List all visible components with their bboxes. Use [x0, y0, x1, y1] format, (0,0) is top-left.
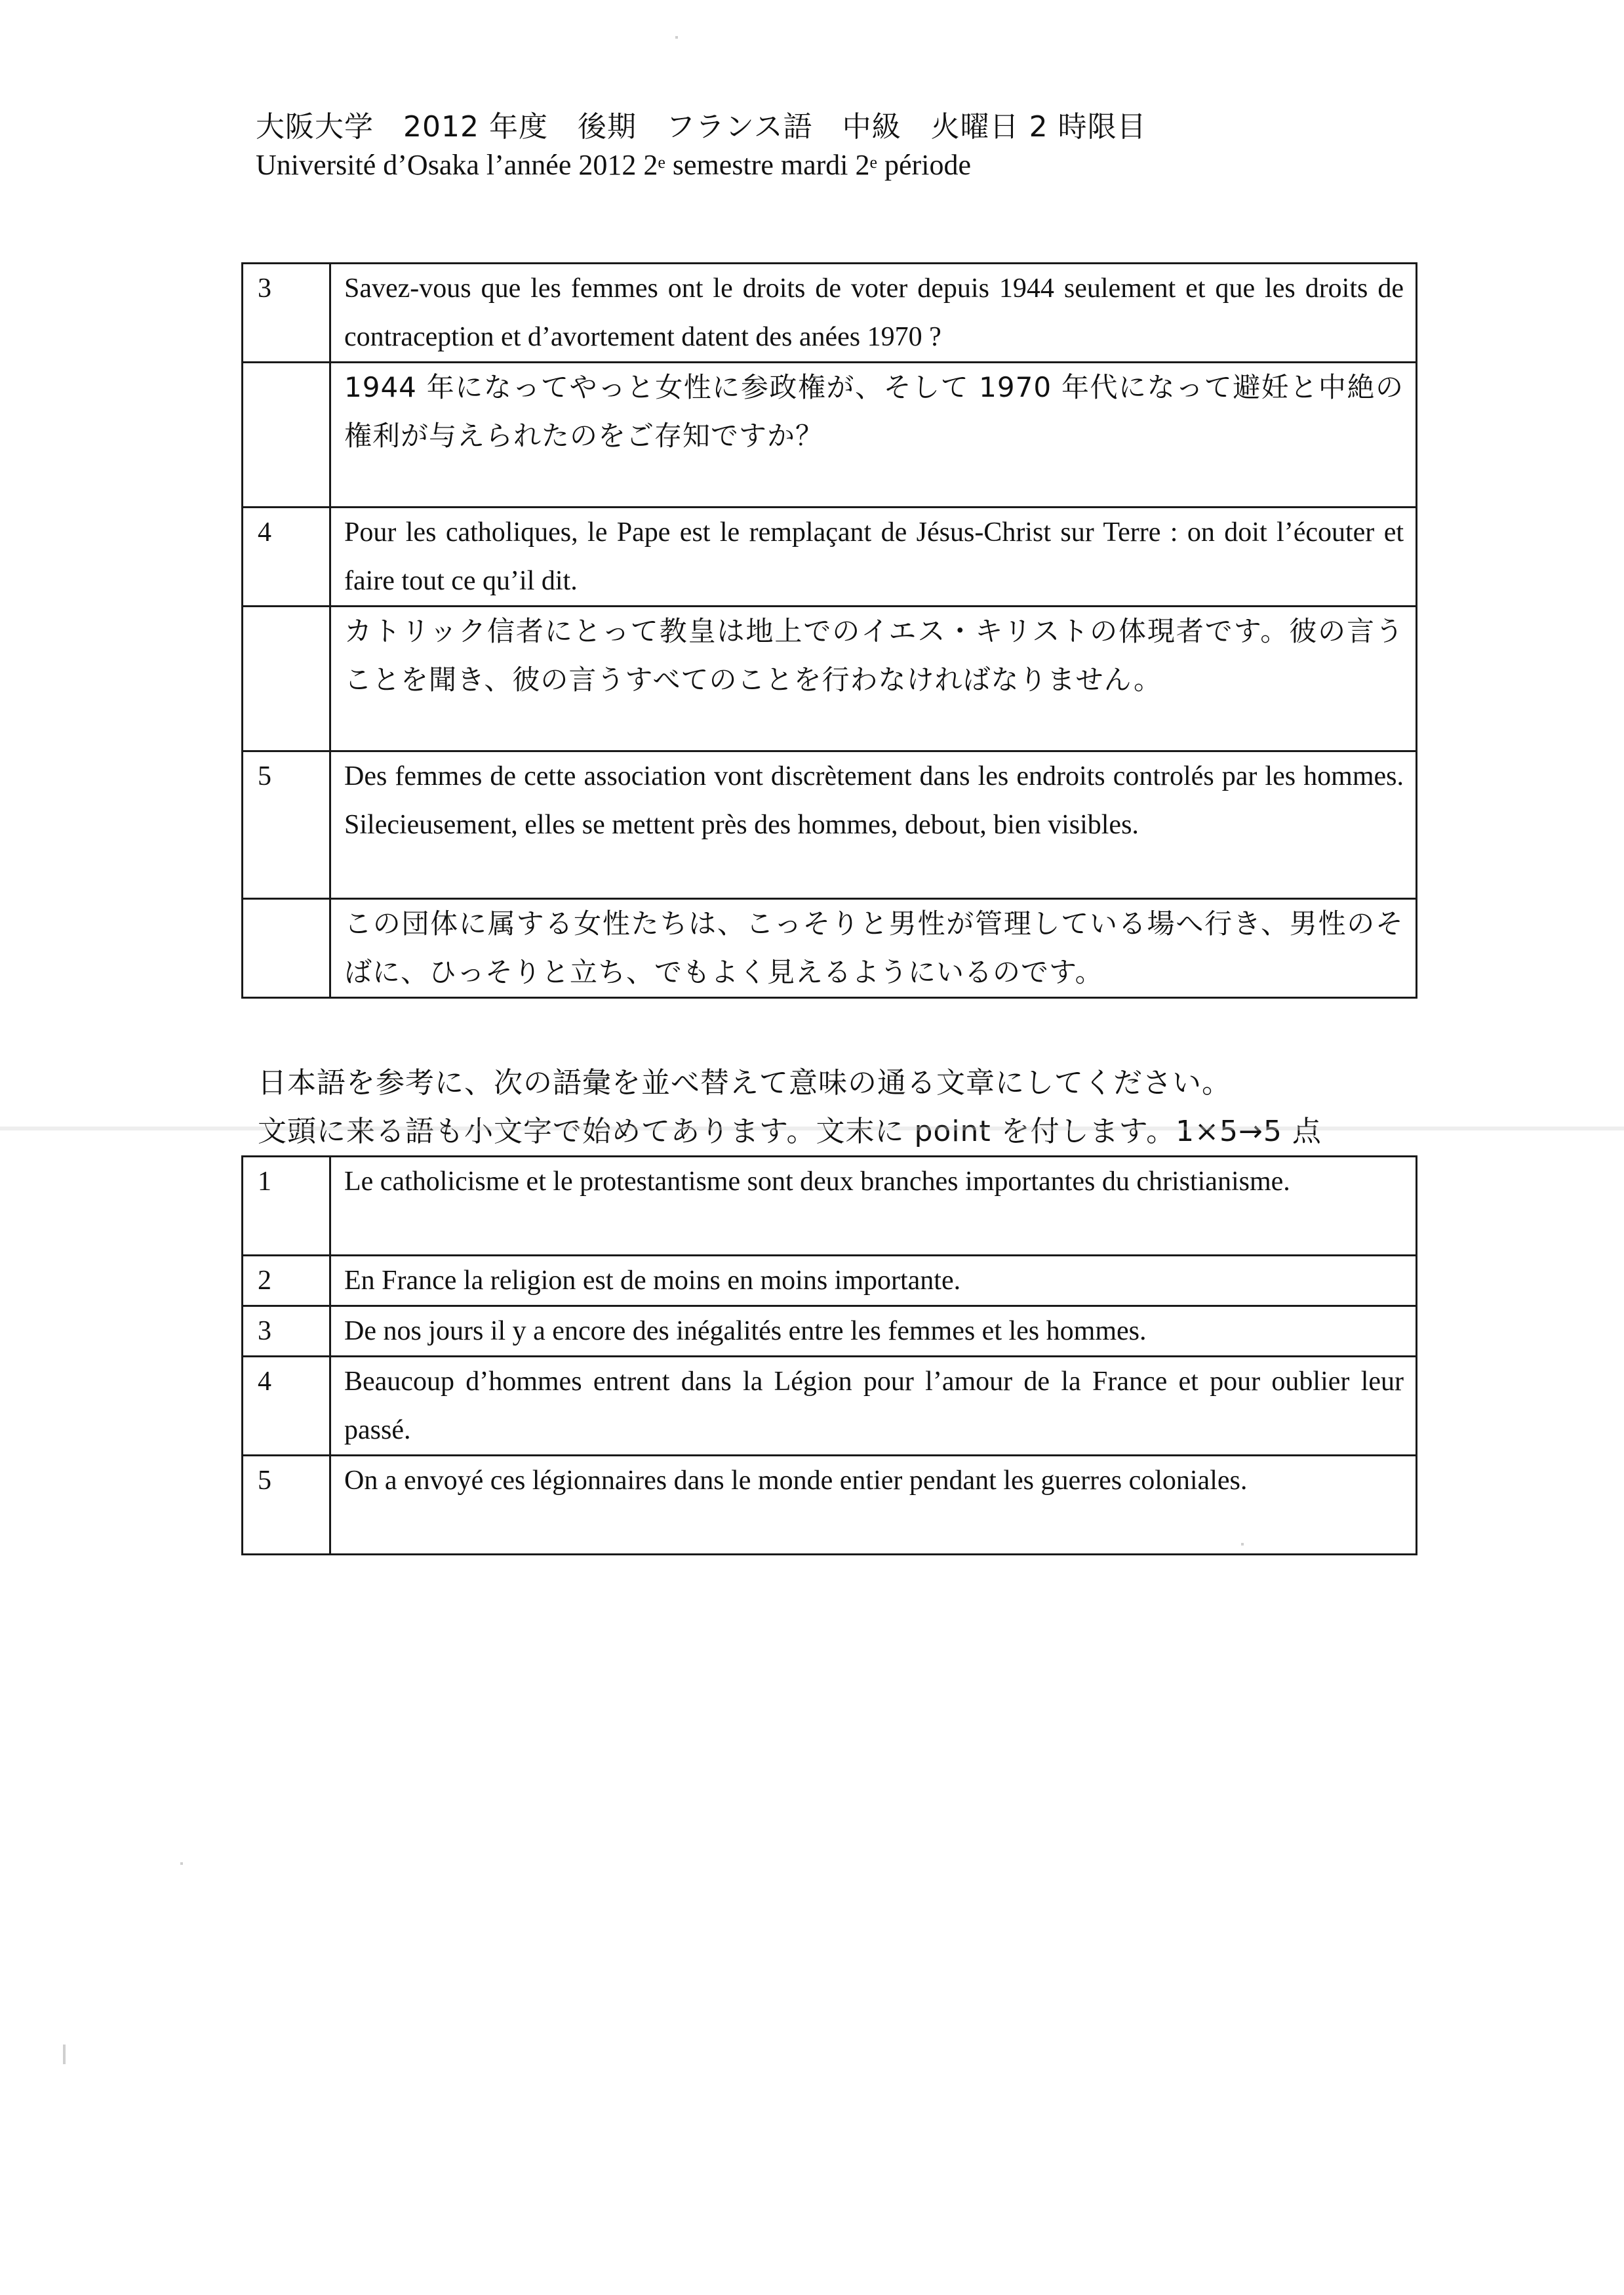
empty-number-cell — [243, 607, 330, 751]
table-row — [243, 607, 1417, 751]
scan-speck — [180, 1862, 183, 1865]
instruction-line-1: 日本語を参考に、次の語彙を並べ替えて意味の通る文章にしてください。 — [258, 1066, 1231, 1100]
header-french-line — [256, 146, 1501, 184]
item-number: 4 — [243, 1357, 330, 1456]
japanese-translation: カトリック信者にとって教皇は地上でのイエス・キリストの体現者です。彼の言うことを聞き、彼の言うすべてのことを行わなければなりません。 — [330, 607, 1417, 751]
table-row — [243, 1456, 1417, 1555]
table-row — [243, 363, 1417, 508]
scan-crease — [0, 1127, 1624, 1130]
header-french-part2: semestre mardi 2 — [665, 149, 870, 181]
instruction-line-2: 文頭に来る語も小文字で始めてあります。文末に point を付します。1×5→5 点 — [258, 1115, 1322, 1148]
table-row — [243, 899, 1417, 998]
item-number: 3 — [243, 264, 330, 363]
table-row — [243, 1357, 1417, 1456]
scan-speck — [1241, 1543, 1244, 1546]
french-sentence: Des femmes de cette association vont discrètement dans les endroits controlés par les hommes. Silecieusement, elles se mettent près des hommes, debout, bien visibles. — [330, 751, 1417, 899]
header-superscript-2: e — [869, 153, 878, 172]
header-superscript-1: e — [658, 153, 665, 172]
french-sentence: Savez-vous que les femmes ont le droits de voter depuis 1944 seulement et que les droits de contraception et d’avortement datent des anées 1970 ? — [330, 264, 1417, 363]
translation-table — [241, 262, 1417, 999]
answer-sentence: Beaucoup d’hommes entrent dans la Légion pour l’amour de la France et pour oublier leur passé. — [330, 1357, 1417, 1456]
scan-speck — [675, 36, 678, 39]
item-number: 1 — [243, 1157, 330, 1256]
item-number: 3 — [243, 1306, 330, 1357]
header-french-part1: Université d’Osaka l’année 2012 2 — [256, 149, 658, 181]
item-number: 4 — [243, 508, 330, 607]
table-row — [243, 751, 1417, 899]
answer-sentence: On a envoyé ces légionnaires dans le monde entier pendant les guerres coloniales. — [330, 1456, 1417, 1555]
french-sentence: Pour les catholiques, le Pape est le remplaçant de Jésus-Christ sur Terre : on doit l’écouter et faire tout ce qu’il dit. — [330, 508, 1417, 607]
exercise-instructions — [258, 1059, 1425, 1156]
table-row — [243, 1157, 1417, 1256]
item-number: 5 — [243, 751, 330, 899]
item-number: 2 — [243, 1256, 330, 1306]
page-header — [256, 108, 1501, 184]
table-row — [243, 264, 1417, 363]
table-row — [243, 508, 1417, 607]
empty-number-cell — [243, 363, 330, 508]
answer-sentence: Le catholicisme et le protestantisme sont deux branches importantes du christianisme. — [330, 1157, 1417, 1256]
item-number: 5 — [243, 1456, 330, 1555]
empty-number-cell — [243, 899, 330, 998]
table-row — [243, 1256, 1417, 1306]
scan-speck — [63, 2045, 66, 2064]
header-french-part3: période — [877, 149, 971, 181]
table-row — [243, 1306, 1417, 1357]
answer-table — [241, 1155, 1417, 1555]
answer-sentence: De nos jours il y a encore des inégalités entre les femmes et les hommes. — [330, 1306, 1417, 1357]
japanese-translation: 1944 年になってやっと女性に参政権が、そして 1970 年代になって避妊と中絶の権利が与えられたのをご存知ですか？ — [330, 363, 1417, 508]
answer-sentence: En France la religion est de moins en moins importante. — [330, 1256, 1417, 1306]
japanese-translation: この団体に属する女性たちは、こっそりと男性が管理している場へ行き、男性のそばに、ひっそりと立ち、でもよく見えるようにいるのです。 — [330, 899, 1417, 998]
header-japanese-line: 大阪大学 2012 年度 後期 フランス語 中級 火曜日 2 時限目 — [256, 110, 1147, 144]
